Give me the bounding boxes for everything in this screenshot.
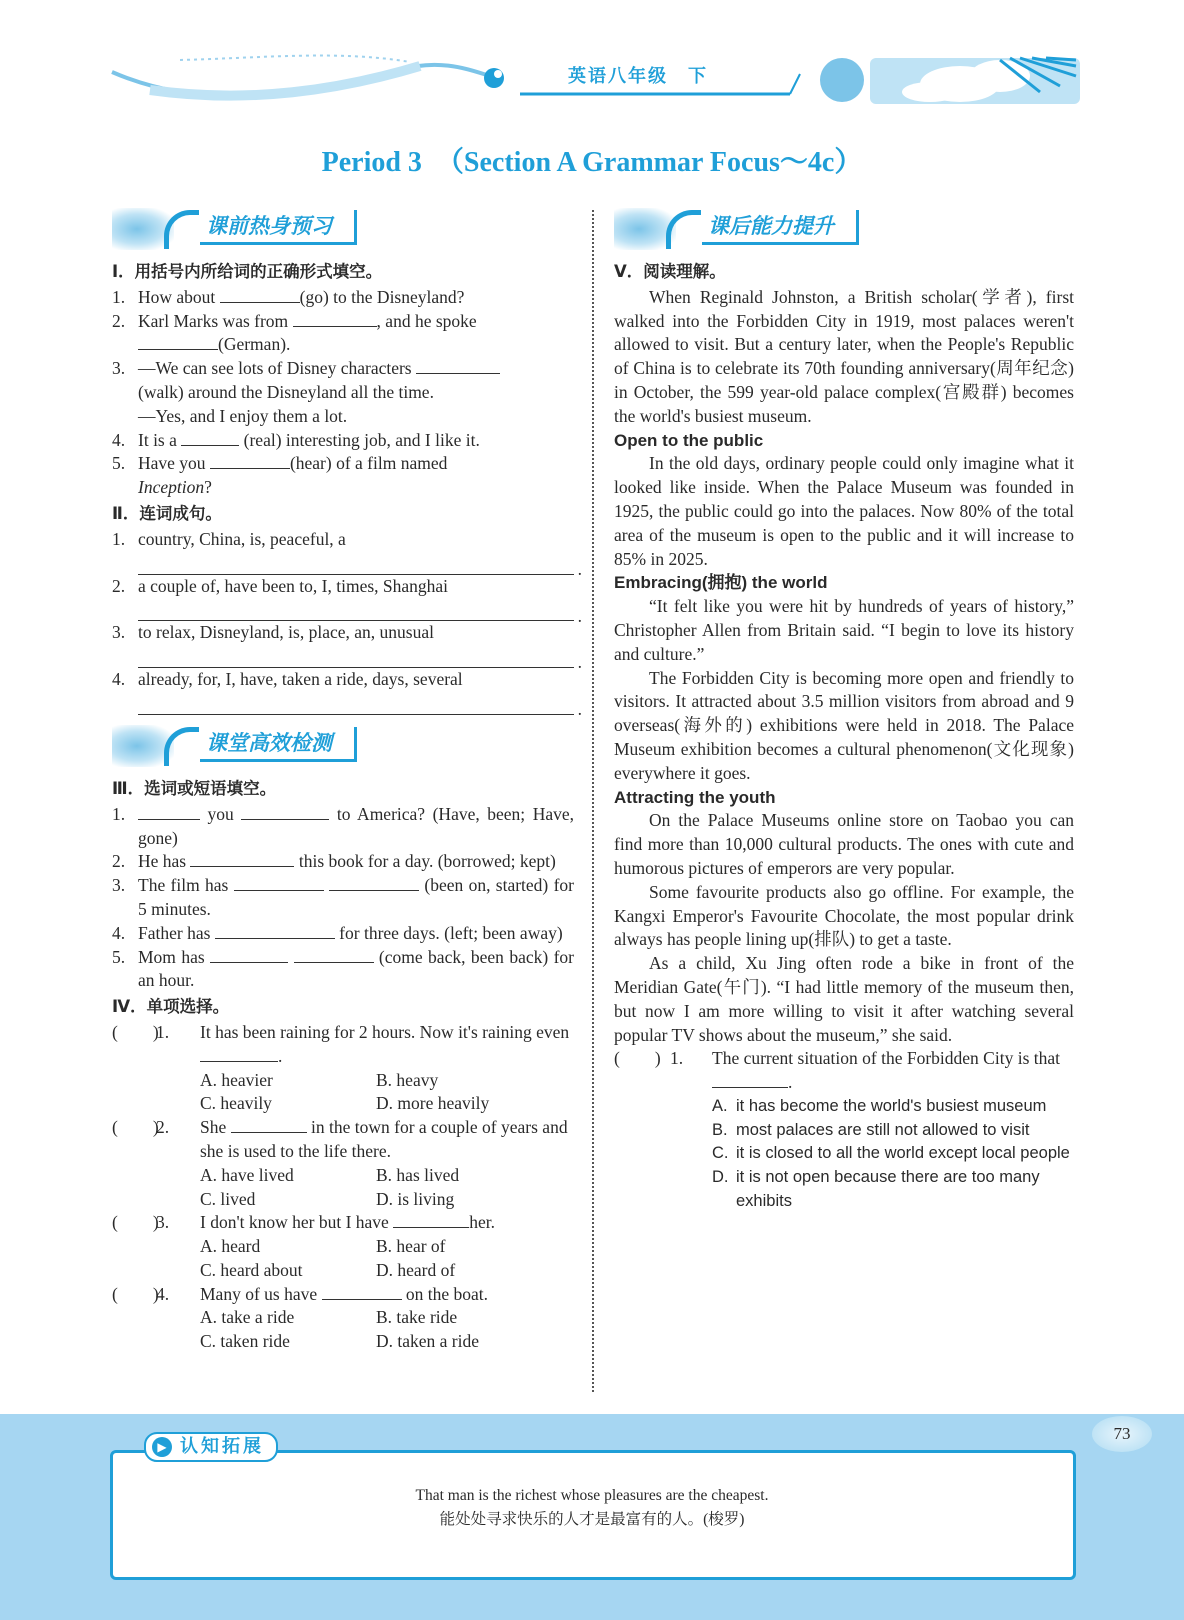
answer-blank[interactable]: [241, 803, 329, 820]
section-title: Ⅱ．连词成句。: [112, 503, 222, 523]
options: [200, 1306, 574, 1354]
question-item: 2. a couple of, have been to, I, times, Shanghai: [112, 575, 449, 596]
option[interactable]: A. take a ride: [200, 1307, 295, 1328]
question-item: 3. —We can see lots of Disney characters (walk) around the Disneyland all the time. —Yes, and I enjoy them a lot.: [112, 357, 574, 428]
option[interactable]: D. is living: [376, 1188, 455, 1209]
reading-paragraph: On the Palace Museums online store on Taobao you can find more than 10,000 cultural products. The ones with cute and humorous pictures of emperors are very popular.: [614, 810, 1074, 878]
banner-label: 课后能力提升: [702, 210, 859, 245]
option[interactable]: B. most palaces are still not allowed to visit: [712, 1120, 1030, 1139]
mc-question: ( ) 4. Many of us have on the boat. A. take a ride B. take ride C. taken ride D. taken a ride: [112, 1283, 574, 1354]
answer-blank[interactable]: [393, 1211, 469, 1228]
question-item: 1. you to America? (Have, been; Have, gone): [112, 803, 574, 848]
question-item: 4. already, for, I, have, taken a ride, days, several: [112, 669, 463, 690]
option[interactable]: A. it has become the world's busiest museum: [712, 1096, 1047, 1115]
answer-blank[interactable]: [181, 429, 239, 446]
answer-blank[interactable]: [138, 333, 218, 350]
banner-label: 课前热身预习: [200, 210, 357, 245]
answer-line[interactable]: .: [138, 598, 574, 621]
answer-paren[interactable]: ( ): [112, 1283, 159, 1304]
answer-blank[interactable]: [416, 357, 500, 374]
option[interactable]: B. take ride: [376, 1307, 458, 1328]
option[interactable]: A. heard: [200, 1236, 261, 1257]
question-item: 3. to relax, Disneyland, is, place, an, unusual: [112, 622, 434, 643]
quote: [0, 1484, 1184, 1532]
question-item: 2. Karl Marks was from , and he spoke (German).: [112, 310, 477, 355]
page-number: 73: [1092, 1416, 1152, 1452]
option[interactable]: D. heard of: [376, 1259, 456, 1280]
play-arrow-icon: ▶: [152, 1437, 172, 1457]
question-item: 2. He has this book for a day. (borrowed; kept): [112, 851, 556, 872]
reading-subheading: Open to the public: [614, 430, 764, 450]
answer-line[interactable]: .: [138, 645, 574, 668]
column-divider: [592, 210, 594, 1392]
answer-blank[interactable]: [200, 1045, 278, 1062]
section-banner-after-class: [614, 208, 1074, 248]
question-item: 4. It is a (real) interesting job, and I like it.: [112, 429, 480, 450]
options: [200, 1235, 574, 1283]
section-title: Ⅳ．单项选择。: [112, 997, 230, 1017]
options: [200, 1069, 574, 1117]
option[interactable]: A. heavier: [200, 1069, 273, 1090]
answer-line[interactable]: .: [138, 552, 574, 575]
question-item: 5. Have you (hear) of a film named Inception?: [112, 453, 448, 498]
answer-paren[interactable]: ( ): [112, 1021, 159, 1042]
reading-paragraph: In the old days, ordinary people could only imagine what it looked like inside. When the Palace Museum was founded in 1925, the public could go into the palaces. Now 80% of the total area of the museum is open to the public and it will increase to 85% in 2025.: [614, 453, 1074, 569]
mc-question: ( ) 1. It has been raining for 2 hours. Now it's raining even . A. heavier B. heavy C. heavily D. more heavily: [112, 1021, 574, 1116]
answer-line[interactable]: .: [138, 692, 574, 715]
quote-english: That man is the richest whose pleasures are the cheapest.: [415, 1487, 769, 1504]
reading-paragraph: Some favourite products also go offline. For example, the Kangxi Emperor's Favourite Chocolate, the most popular drink always has people lining up(排队) to get a taste.: [614, 881, 1074, 950]
reading-subheading: Attracting the youth: [614, 787, 776, 807]
mc-question: ( ) 3. I don't know her but I have her. A. heard B. hear of C. heard about D. heard of: [112, 1211, 574, 1282]
answer-blank[interactable]: [712, 1071, 788, 1088]
option[interactable]: C. lived: [200, 1188, 256, 1209]
option[interactable]: B. has lived: [376, 1164, 460, 1185]
question-item: 3. The film has (been on, started) for 5 minutes.: [112, 875, 574, 919]
answer-paren[interactable]: ( ): [112, 1212, 159, 1233]
answer-blank[interactable]: [322, 1283, 402, 1300]
page-header: [0, 0, 1184, 120]
option[interactable]: A. have lived: [200, 1164, 294, 1185]
quote-chinese: 能处处寻求快乐的人才是最富有的人。(梭罗): [439, 1511, 745, 1528]
section-banner-classroom: [112, 725, 574, 765]
book-title: 英语八年级 下: [568, 66, 708, 87]
option[interactable]: D. it is not open because there are too many exhibits: [712, 1168, 1040, 1211]
option[interactable]: B. hear of: [376, 1236, 446, 1257]
question-item: 4. Father has for three days. (left; been away): [112, 922, 563, 943]
option[interactable]: C. it is closed to all the world except local people: [712, 1144, 1070, 1163]
header-wave-decoration: [0, 0, 1184, 120]
option[interactable]: D. more heavily: [376, 1093, 490, 1114]
option[interactable]: C. heavily: [200, 1093, 272, 1114]
answer-blank[interactable]: [293, 310, 377, 327]
answer-blank[interactable]: [190, 850, 294, 867]
page-title: Period 3 （Section A Grammar Focus～4c）: [321, 147, 863, 178]
answer-blank[interactable]: [210, 946, 288, 963]
answer-blank[interactable]: [329, 874, 419, 891]
right-column: [614, 208, 1074, 1214]
section-title: Ⅴ．阅读理解。: [614, 262, 726, 281]
answer-blank[interactable]: [220, 286, 300, 303]
question-item: 1. How about (go) to the Disneyland?: [112, 286, 465, 307]
reading-paragraph: “It felt like you were hit by hundreds of years of history,” Christopher Allen from Britain said. “I begin to love its history and culture.”: [614, 596, 1074, 664]
answer-blank[interactable]: [231, 1116, 307, 1133]
answer-blank[interactable]: [215, 922, 335, 939]
options: [200, 1164, 574, 1212]
question-item: 1. country, China, is, peaceful, a: [112, 528, 346, 549]
section-title: Ⅲ．选词或短语填空。: [112, 778, 277, 798]
answer-blank[interactable]: [234, 874, 324, 891]
option[interactable]: B. heavy: [376, 1069, 439, 1090]
reading-paragraph: When Reginald Johnston, a British scholar(学者), first walked into the Forbidden City in 1919, most palaces weren't allowed to visit. But a century later, when the People's Republic of China is to celebrate its 70th founding anniversary(周年纪念) in October, the 599 year-old palace complex(宫殿群) becomes the world's busiest museum.: [614, 286, 1074, 426]
section-title: Ⅰ．用括号内所给词的正确形式填空。: [112, 262, 383, 281]
option[interactable]: D. taken a ride: [376, 1331, 480, 1352]
answer-blank[interactable]: [138, 803, 200, 820]
answer-blank[interactable]: [294, 946, 374, 963]
reading-subheading: Embracing(拥抱) the world: [614, 573, 828, 593]
question-item: 5. Mom has (come back, been back) for an hour.: [112, 946, 575, 991]
left-column: [112, 208, 582, 1354]
answer-paren[interactable]: ( ): [112, 1117, 159, 1138]
banner-label: 课堂高效检测: [200, 727, 357, 762]
reading-question: ( ) 1. The current situation of the Forbidden City is that . A. it has become the world's busiest museum B. most palaces are still not allowed to visit C. it is closed to all the world except local people D. it is not open because there are too many exhibits: [614, 1047, 1074, 1214]
option[interactable]: C. taken ride: [200, 1331, 290, 1352]
answer-blank[interactable]: [210, 452, 290, 469]
reading-paragraph: The Forbidden City is becoming more open and friendly to visitors. It attracted about 3.5 million visitors from abroad and 9 overseas(海外的) exhibitions were held in 2018. The Palace Museum exhibition becomes a cultural phenomenon(文化现象) everywhere it goes.: [614, 667, 1074, 783]
mc-question: ( ) 2. She in the town for a couple of years and she is used to the life there. A. have lived B. has lived C. lived D. is living: [112, 1116, 574, 1211]
knowledge-box-title: ▶ 认知拓展: [144, 1432, 278, 1462]
answer-paren[interactable]: ( ): [614, 1048, 661, 1069]
reading-paragraph: As a child, Xu Jing often rode a bike in front of the Meridian Gate(午门). “I had little memory of the museum then, but now I am more willing to visit it after watching several popular TV shows about the museum,” she said.: [614, 953, 1074, 1045]
option[interactable]: C. heard about: [200, 1259, 303, 1280]
section-banner-preview: [112, 208, 574, 248]
